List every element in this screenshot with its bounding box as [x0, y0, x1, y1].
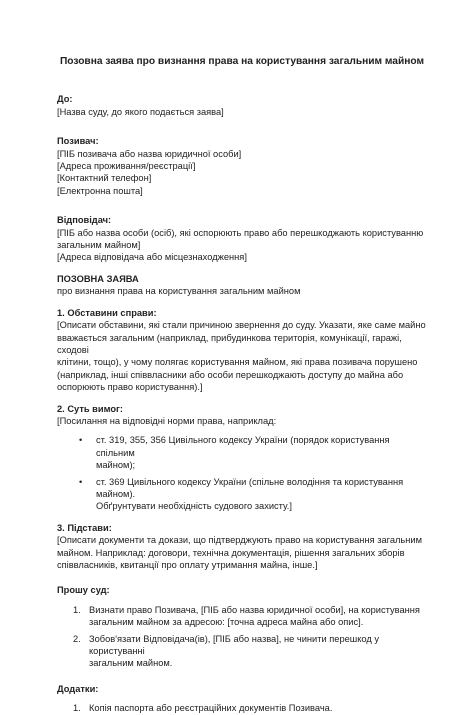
list-item-line: Копія паспорта або реєстраційних документів Позивача. [89, 703, 333, 714]
section-defendant [57, 214, 427, 264]
request-heading: Прошу суд: [57, 585, 110, 596]
grounds-line: майном. Наприклад: договори, технічна документація, рішення загальних зборів [57, 547, 405, 558]
attachments-heading: Додатки: [57, 683, 99, 694]
circumstances-line: [Описати обставини, які стали причиною звернення до суду. Указати, яке саме майно [57, 320, 426, 331]
essence-list [57, 434, 427, 512]
circumstances-line: оспорюють право користування).] [57, 382, 203, 393]
section-to [57, 93, 427, 118]
list-item-number: 1. [73, 703, 81, 714]
list-item-line: ст. 369 Цивільного кодексу України (спільне володіння та користування майном). [96, 476, 404, 499]
list-item-line: загальним майном за адресою: [точна адреса майна або опис]. [89, 617, 364, 628]
grounds-line: співвласників, квитанції про оплату утримання майна, інше.] [57, 560, 318, 570]
list-item-line: Визнати право Позивача, [ПІБ або назва юридичної особи], на користування [89, 604, 420, 615]
circumstances-line: клітини, тощо), у чому полягає користування майном, які права позивача порушено [57, 357, 418, 368]
plaintiff-line: [Адреса проживання/реєстрації] [57, 161, 196, 172]
defendant-heading: Відповідач: [57, 215, 112, 226]
request-list [57, 604, 427, 670]
essence-intro: [Посилання на відповідні норми права, наприклад: [57, 415, 277, 426]
document-title: Позовна заява про визнання права на користування загальним майном [59, 56, 424, 67]
circumstances-heading: 1. Обставини справи: [57, 307, 157, 318]
to-line: [Назва суду, до якого подається заява] [57, 106, 224, 117]
plaintiff-line: [ПІБ позивача або назва юридичної особи] [57, 148, 242, 159]
list-item [57, 702, 427, 714]
section-attachments [57, 683, 427, 715]
defendant-line: [ПІБ або назва особи (осіб), які оспорюють право або перешкоджають користуванню [57, 227, 424, 238]
section-essence [57, 403, 427, 513]
grounds-line: [Описати документи та докази, що підтверджують право на користування загальним [57, 535, 422, 546]
list-item-number: 1. [73, 604, 81, 615]
section-circumstances [57, 307, 427, 394]
circumstances-line: вважається загальним (наприклад, прибудинкова територія, комунікації, гаражі, сходові [57, 332, 402, 355]
list-item-number: 2. [73, 633, 81, 644]
plaintiff-line: [Контактний телефон] [57, 173, 152, 184]
list-item-line: Обґрунтувати необхідність судового захисту.] [96, 501, 292, 512]
essence-heading: 2. Суть вимог: [57, 403, 124, 414]
section-plaintiff [57, 135, 427, 197]
attachments-list [57, 702, 427, 714]
list-item [57, 604, 427, 629]
list-item-line: загальним майном. [89, 658, 173, 669]
defendant-line: загальним майном] [57, 240, 141, 251]
section-claim [57, 273, 427, 298]
defendant-line: [Адреса відповідача або місцезнаходження] [57, 252, 247, 263]
list-item [57, 434, 427, 471]
section-grounds [57, 522, 427, 572]
list-item-line: ст. 319, 355, 356 Цивільного кодексу України (порядок користування спільним [96, 435, 390, 458]
list-item-line: майном); [96, 460, 136, 471]
grounds-heading: 3. Підстави: [57, 522, 112, 533]
claim-heading: ПОЗОВНА ЗАЯВА [57, 273, 139, 284]
bullet-icon: • [79, 476, 83, 487]
list-item [57, 476, 427, 513]
list-item-line: Зобов'язати Відповідача(ів), [ПІБ або назва], не чинити перешкод у користуванні [89, 633, 380, 657]
plaintiff-line: [Електронна пошта] [57, 185, 143, 196]
to-heading: До: [57, 94, 73, 105]
section-request [57, 584, 427, 669]
list-item [57, 633, 427, 670]
circumstances-line: (наприклад, інші співвласники або особи перешкоджають доступу до майна або [57, 369, 404, 380]
bullet-icon: • [79, 435, 83, 446]
plaintiff-heading: Позивач: [57, 136, 99, 147]
claim-subheading: про визнання права на користування загальним майном [57, 286, 301, 297]
